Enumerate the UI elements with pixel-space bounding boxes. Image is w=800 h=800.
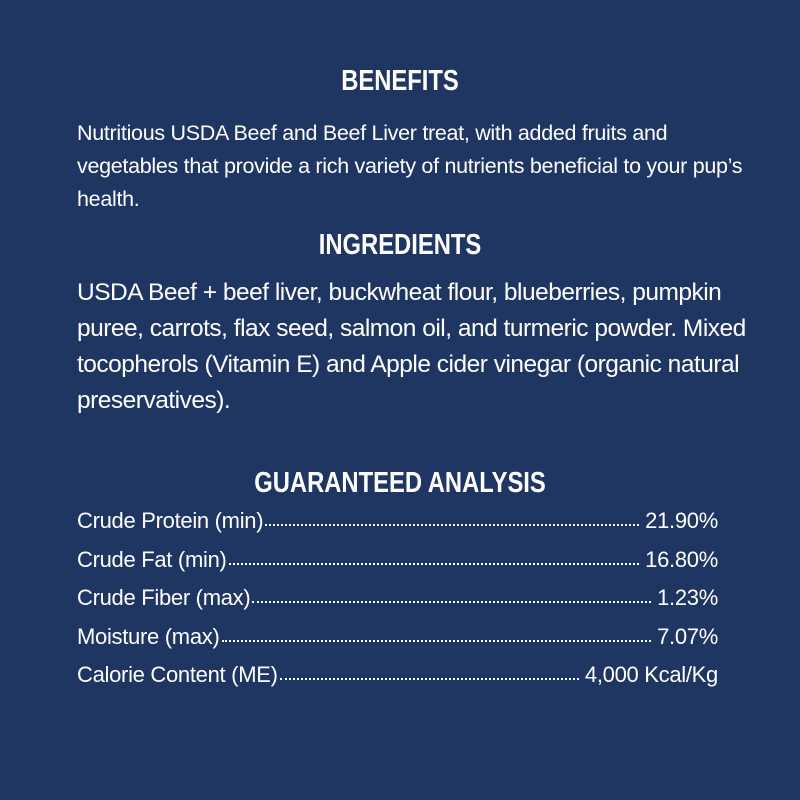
analysis-label: Crude Fat (min) (77, 546, 227, 572)
dot-leader (280, 678, 579, 680)
analysis-label: Crude Protein (min) (77, 508, 264, 533)
analysis-row-crude-fat (77, 547, 718, 586)
benefits-heading: BENEFITS (341, 65, 459, 97)
analysis-value: 16.80% (645, 546, 718, 572)
dot-leader (222, 640, 652, 642)
analysis-value: 21.90% (645, 508, 718, 533)
analysis-row-crude-fiber (77, 585, 718, 624)
analysis-label: Calorie Content (ME) (77, 662, 278, 687)
analysis-value: 4,000 Kcal/Kg (584, 662, 718, 687)
analysis-label: Crude Fiber (max) (77, 585, 251, 610)
ingredients-heading: INGREDIENTS (318, 229, 482, 261)
analysis-row-moisture (77, 624, 718, 663)
analysis-label: Moisture (max) (77, 623, 220, 649)
analysis-row-calorie-content (77, 662, 718, 701)
guaranteed-analysis-heading: GUARANTEED ANALYSIS (254, 467, 546, 499)
guaranteed-analysis-table (77, 508, 718, 701)
analysis-row-crude-protein (77, 508, 718, 547)
ingredients-text: USDA Beef + beef liver, buckwheat flour, blueberries, pumpkin puree, carrots, flax seed, salmon oil, and turmeric powder. Mixed tocopherols (Vitamin E) and Apple cider vinegar (organic natural preservatives). (77, 279, 746, 414)
dot-leader (229, 563, 640, 565)
benefits-text: Nutritious USDA Beef and Beef Liver treat, with added fruits and vegetables that provide a rich variety of nutrients beneficial to your pup’s health. (77, 121, 743, 211)
analysis-value: 7.07% (657, 623, 718, 649)
dot-leader (252, 601, 651, 603)
dot-leader (265, 524, 639, 526)
analysis-value: 1.23% (657, 585, 718, 610)
